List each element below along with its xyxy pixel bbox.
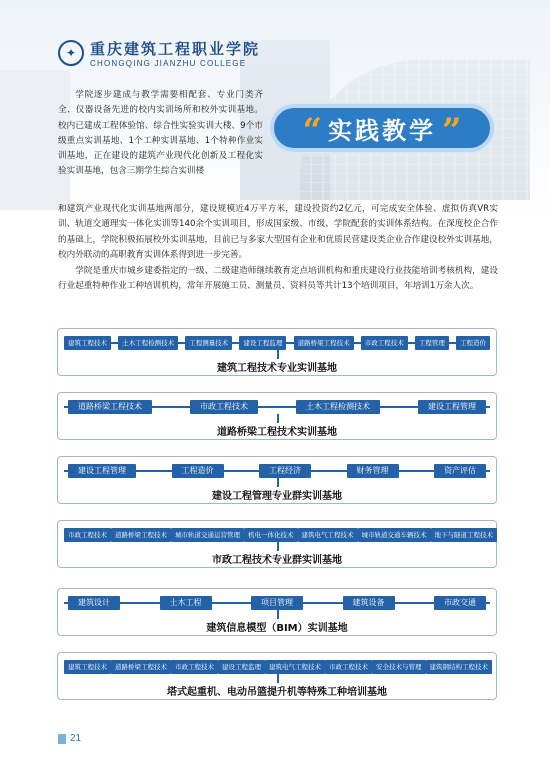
program-chip: 建设工程监理 [239,336,286,350]
program-chip: 资产评估 [434,464,486,478]
program-chip: 市政工程技术 [325,660,372,674]
program-chip: 机电一体化技术 [244,528,298,542]
page-title-banner [270,104,494,152]
page-number: 21 [70,733,82,744]
page-number-marker [58,734,66,744]
program-chip: 建筑电气工程技术 [265,660,325,674]
program-chip: 工程造价 [456,336,490,350]
quote-left-icon: “ [302,111,322,151]
section-title: 道路桥梁工程技术实训基地 [217,427,337,438]
section-road-bridge [57,392,497,440]
program-chip: 土木工程 [160,596,212,610]
page-title: 实践教学 [328,116,436,145]
program-chip: 建设工程管理 [418,400,486,414]
program-chip: 城市轨道交通运营管理 [171,528,244,542]
section-special-trades [57,652,497,700]
connector-stem [277,414,279,423]
section-municipal-engineering [57,520,497,568]
section-title: 市政工程技术专业群实训基地 [212,555,342,566]
program-chip: 建设工程管理 [68,464,136,478]
program-chip: 市政工程技术 [64,528,111,542]
program-chip: 市政工程技术 [190,400,258,414]
program-chip: 工程管理 [415,336,449,350]
intro-paragraph-continued: 和建筑产业现代化实训基地两部分，建设规模近4万平方米，建设投资约2亿元，可完成安全体验、虚拟仿真VR实训、轨道交通理实一体化实训等140余个实训项目，形成国家级、市级、学院配套的实训体系结构。在深度校企合作的基础上，学院积极拓展校外实训基地，目前已与多家大型国有企业和优质民营建设类企业合作建设校外实训基地，校内外联动的高职教育实训体系得到进一步完善。 [58,204,498,260]
section-title: 建筑工程技术专业实训基地 [217,363,337,374]
program-chip: 建设工程监理 [218,660,265,674]
program-chip: 道路桥梁工程技术 [294,336,354,350]
connector-stem [277,542,279,551]
program-chip: 市政工程技术 [171,660,218,674]
program-chip: 土木工程检测技术 [118,336,178,350]
program-chip: 工程测量技术 [185,336,232,350]
connector-stem [277,674,279,683]
section-building-engineering [57,328,497,376]
program-chip: 土木工程检测技术 [296,400,380,414]
program-chip: 道路桥梁工程技术 [111,528,171,542]
training-paragraph: 学院是重庆市城乡建委指定的一级、二级建造师继续教育定点培训机构和重庆建设行业技能培训考核机构，建设行业起重特种作业工种培训机构，常年开展施工员、测量员、资料员等共计13个培训项目，年培训1万余人次。 [58,266,498,292]
section-bim [57,588,497,636]
program-chip: 建筑设备 [343,596,395,610]
program-chip: 建筑设计 [68,596,120,610]
program-chip: 建筑工程技术 [64,336,111,350]
program-chip: 工程经济 [259,464,311,478]
intro-paragraph: 学院逐步建成与教学需要相配套、专业门类齐全、仪器设备先进的校内实训场所和校外实训基地。校内已建成工程体验馆、综合性实验实训大楼、9个市级重点实训基地、1个工种实训基地、1个特种作业实训基地，正在建设的建筑产业现代化创新及工程化实验实训基地，包含三期学生综合实训楼 [58,90,263,177]
connector-stem [277,478,279,487]
program-chip: 市政交通 [434,596,486,610]
program-chip: 地下与隧道工程技术 [431,528,498,542]
section-construction-management [57,456,497,504]
program-chip: 工程造价 [172,464,224,478]
connector-stem [277,610,279,619]
program-chip: 道路桥梁工程技术 [111,660,171,674]
program-chip: 建筑电气工程技术 [298,528,358,542]
connector-stem [277,350,279,359]
program-chip: 建筑钢结构工程技术 [426,660,493,674]
college-name-en: CHONGQING JIANZHU COLLEGE [90,59,247,68]
quote-right-icon: ” [442,111,462,151]
program-chip: 城市轨道交通车辆技术 [358,528,431,542]
program-chip: 项目管理 [251,596,303,610]
program-chip: 安全技术与管理 [372,660,426,674]
section-title: 塔式起重机、电动吊篮提升机等特殊工种培训基地 [167,687,387,698]
section-title: 建设工程管理专业群实训基地 [212,491,342,502]
college-emblem-icon: ✦ [58,40,84,66]
program-chip: 财务管理 [347,464,399,478]
college-logo [58,38,260,68]
section-title: 建筑信息模型（BIM）实训基地 [206,623,348,634]
program-chip: 市政工程技术 [361,336,408,350]
program-chip: 道路桥梁工程技术 [68,400,152,414]
college-name-cn: 重庆建筑工程职业学院 [90,40,261,58]
program-chip: 建筑工程技术 [64,660,111,674]
